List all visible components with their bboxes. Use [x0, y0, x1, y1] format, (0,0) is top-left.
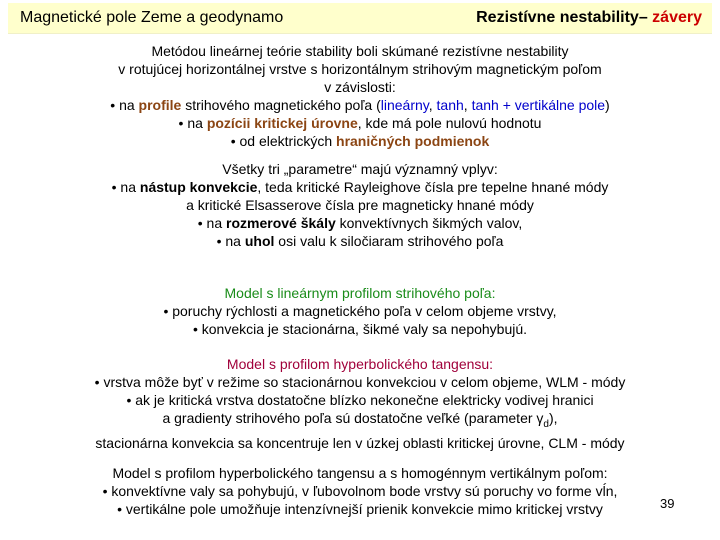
linear-model-title: Model s lineárnym profilom strihového poľa:	[224, 285, 496, 301]
tanh-vertical-model-bullet-1: • konvektívne valy sa pohybujú, v ľubovolnom bode vrstvy sú poruchy vo forme vĺn,	[102, 483, 618, 499]
linear-model-bullet-2: • konvekcia je stacionárna, šikmé valy sa nepohybujú.	[192, 321, 528, 337]
intro-line-1: Metódou lineárnej teórie stability boli skúmané rezistívne nestability	[151, 43, 569, 59]
header-right-accent: závery	[647, 9, 702, 26]
params-bullet-angle	[0, 232, 720, 250]
tanh-model-bullet-2-cont	[0, 409, 720, 434]
text: osi valu k siločiaram strihového poľa	[274, 233, 504, 249]
option-tanh-vertical: tanh + vertikálne pole	[471, 97, 606, 113]
linear-model-section	[0, 284, 720, 338]
emphasis-scales: rozmerové škály	[226, 215, 336, 231]
params-bullet-scales	[0, 214, 720, 232]
gamma-subscript: d	[543, 418, 549, 430]
header-right-main: Rezistívne nestability	[476, 9, 639, 26]
text: konvektívnych šikmých valov,	[335, 215, 523, 231]
params-line-1: Všetky tri „parametre“ majú významný vplyv:	[222, 161, 498, 177]
params-bullet-onset-cont: a kritické Elsasserove čísla pre magneticky hnané módy	[186, 197, 534, 213]
header-right-title	[476, 9, 702, 27]
tanh-model-bullet-2: • ak je kritická vrstva dostatočne blízko nekonečne elektricky vodivej hranici	[126, 392, 594, 408]
header-bar	[8, 3, 712, 34]
linear-model-bullet-1: • poruchy rýchlosti a magnetického poľa v celom objeme vrstvy,	[163, 303, 557, 319]
params-section	[0, 160, 720, 250]
text: , teda kritické Rayleighove čísla pre tepelne hnané módy	[257, 179, 609, 195]
tanh-model-section	[0, 355, 720, 452]
header-right-separator: –	[638, 9, 648, 26]
text: strihového magnetického poľa (	[181, 97, 381, 113]
text: • na	[178, 115, 207, 131]
intro-bullet-position	[0, 114, 720, 132]
text: )	[605, 97, 610, 113]
tanh-vertical-model-bullet-2: • vertikálne pole umožňuje intenzívnejší prienik konvekcie mimo kritickej vrstvy	[117, 501, 603, 517]
tanh-model-bullet-2-end: stacionárna konvekcia sa koncentruje len v úzkej oblasti kritickej úrovne, CLM - módy	[95, 434, 625, 451]
params-bullet-onset	[0, 178, 720, 196]
emphasis-position: pozícii kritickej úrovne	[206, 115, 358, 131]
emphasis-boundary: hraničných podmienok	[336, 133, 490, 149]
intro-bullet-boundary	[0, 132, 720, 150]
option-tanh: tanh	[436, 97, 464, 113]
text: • na	[110, 97, 139, 113]
intro-bullet-profile	[0, 96, 720, 114]
text: , kde má pole nulovú hodnotu	[357, 115, 542, 131]
text: a gradienty strihového poľa sú dostatočne veľké (parameter	[162, 410, 537, 426]
option-linear: lineárny	[380, 97, 429, 113]
intro-line-2: v rotujúcej horizontálnej vrstve s horizontálnym strihovým magnetickým poľom	[118, 61, 602, 77]
tanh-vertical-model-title: Model s profilom hyperbolického tangensu a s homogénnym vertikálnym poľom:	[112, 465, 608, 481]
text: • na	[197, 215, 227, 231]
tanh-vertical-model-section	[0, 464, 720, 518]
text: • na	[111, 179, 140, 195]
gamma-symbol: γ	[536, 410, 544, 426]
text: • na	[216, 233, 245, 249]
text: • od elektrických	[230, 133, 337, 149]
tanh-model-bullet-1: • vrstva môže byť v režime so stacionárnou konvekciou v celom objeme, WLM - módy	[94, 374, 626, 390]
intro-line-3: v závislosti:	[324, 79, 396, 95]
header-left-title: Magnetické pole Zeme a geodynamo	[20, 9, 284, 26]
emphasis-profile: profile	[138, 97, 182, 113]
tanh-model-title: Model s profilom hyperbolického tangensu:	[226, 356, 494, 372]
text: ),	[548, 410, 558, 426]
page-number: 39	[660, 496, 675, 511]
intro-section	[0, 42, 720, 150]
emphasis-onset: nástup konvekcie	[139, 179, 258, 195]
text: ,	[463, 97, 472, 113]
emphasis-angle: uhol	[244, 233, 275, 249]
text: ,	[428, 97, 437, 113]
